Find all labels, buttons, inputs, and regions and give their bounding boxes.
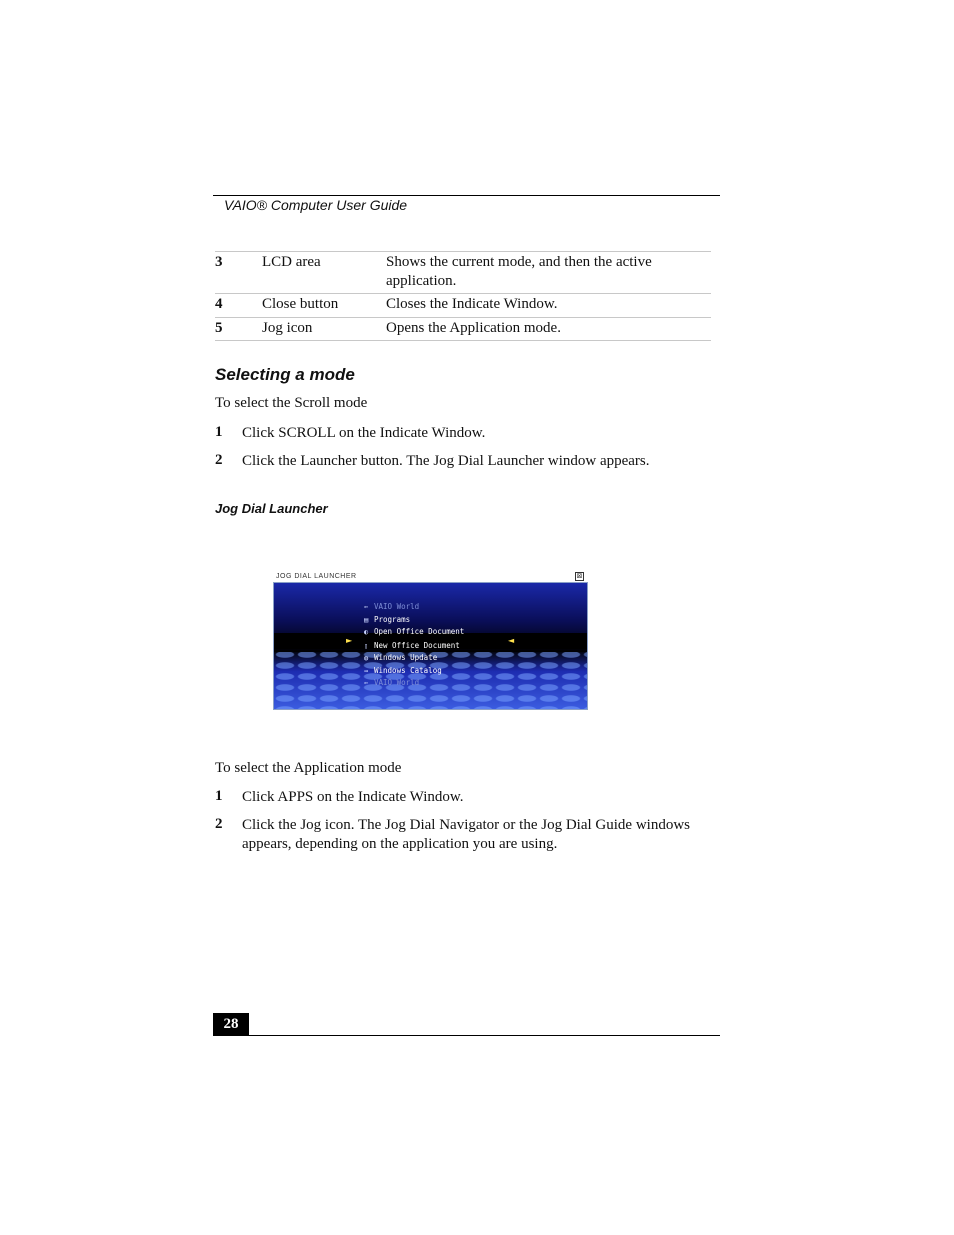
menu-item-label: Open Office Document [374,627,465,636]
app-mode-intro: To select the Application mode [215,760,402,776]
figure-caption: Jog Dial Launcher [215,501,328,516]
page-number: 28 [213,1013,249,1035]
step-text: Click APPS on the Indicate Window. [242,789,464,805]
menu-item-label: New Office Document [374,640,460,650]
menu-item-open-office-document[interactable] [364,626,464,639]
row-description: Closes the Indicate Window. [386,296,558,312]
header-rule [213,195,720,196]
launcher-menu [364,601,464,690]
step-number: 2 [215,816,223,832]
launcher-window-title: JOG DIAL LAUNCHER [276,573,357,580]
globe-icon: ⇐ [364,603,369,611]
scroll-mode-intro: To select the Scroll mode [215,395,368,411]
selection-arrow-left-icon: ► [346,636,353,645]
step-number: 1 [215,788,223,804]
selection-arrow-right-icon: ◄ [508,636,515,645]
section-heading: Selecting a mode [215,365,355,384]
folder-icon: ▤ [364,615,369,624]
row-description: Shows the current mode, and then the active application. [386,254,652,289]
row-description: Opens the Application mode. [386,320,561,336]
open-document-icon: ◐ [364,628,369,636]
step-number: 1 [215,424,223,440]
menu-item-label: VAIO World [374,602,420,611]
update-icon: ◍ [364,654,369,662]
menu-item-windows-catalog[interactable] [364,665,464,678]
row-number: 5 [215,320,223,336]
menu-item-new-office-document[interactable] [364,640,464,653]
table-row [215,251,711,293]
menu-item-label: VAIO World [374,678,420,687]
footer-rule [213,1035,720,1036]
menu-item-windows-update[interactable] [364,652,464,665]
menu-item-programs[interactable] [364,614,464,627]
description-table [215,251,711,341]
menu-item-label: Programs [374,614,411,624]
row-number: 3 [215,254,223,270]
jog-dial-launcher-window [273,582,588,710]
step-number: 2 [215,452,223,468]
menu-item-label: Windows Catalog [374,665,442,675]
row-item: LCD area [262,254,321,270]
row-number: 4 [215,296,223,312]
menu-item-label: Windows Update [374,653,438,662]
close-icon[interactable]: ⊠ [576,572,583,580]
new-document-icon: ▯ [364,641,369,650]
step-text: Click the Jog icon. The Jog Dial Navigator or the Jog Dial Guide windows appears, depending on the application you are using. [242,817,690,852]
globe-icon: ⇐ [364,679,369,687]
row-item: Close button [262,296,339,312]
table-row [215,317,711,341]
step-text: Click the Launcher button. The Jog Dial Launcher window appears. [242,453,650,469]
menu-item-vaio-world[interactable] [364,677,464,690]
catalog-icon: ⇛ [364,666,369,675]
menu-item-vaio-world[interactable] [364,601,464,614]
step-text: Click SCROLL on the Indicate Window. [242,425,486,441]
table-row [215,293,711,317]
row-item: Jog icon [262,320,313,336]
header-title: VAIO® Computer User Guide [224,197,408,213]
